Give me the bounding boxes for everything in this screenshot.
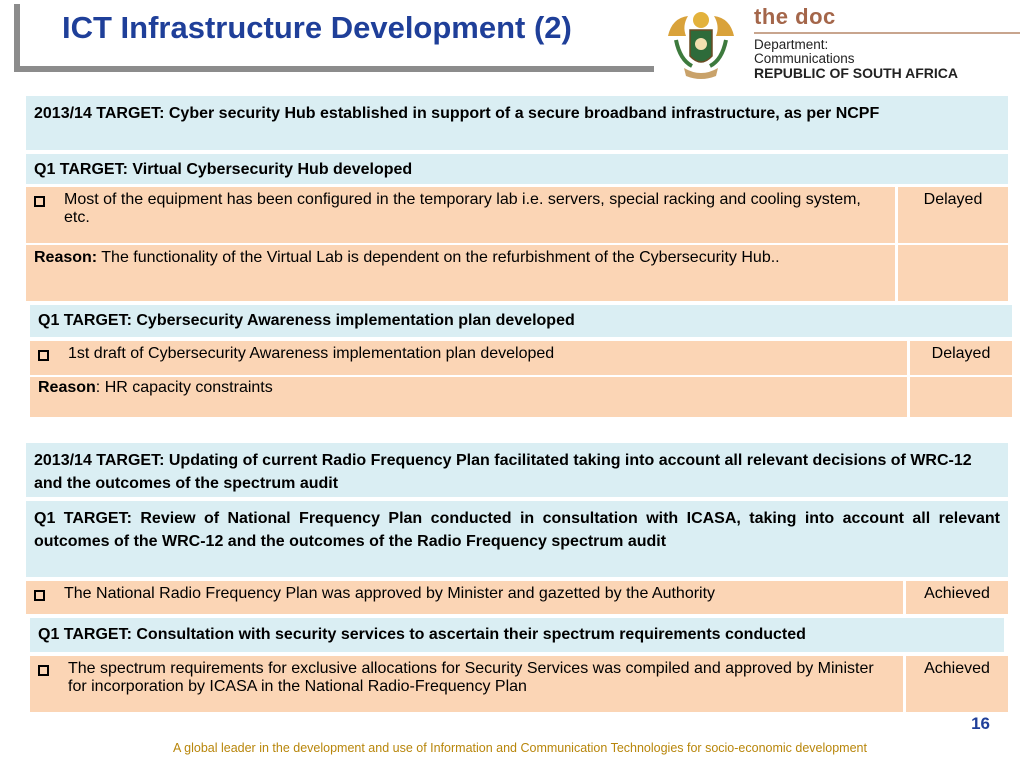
page-number: 16 xyxy=(971,714,990,733)
checkbox-bullet-icon xyxy=(38,345,68,371)
reason-text: : HR capacity constraints xyxy=(95,379,273,396)
section1-q1a-header: Q1 TARGET: Virtual Cybersecurity Hub developed xyxy=(26,154,1008,184)
brand-the: the xyxy=(754,4,789,29)
section1-q1b-status: Delayed xyxy=(910,341,1012,375)
section1-q1a-reason-row xyxy=(26,245,1008,301)
department-brand xyxy=(754,4,1022,80)
section2-q1a-row xyxy=(26,581,1008,614)
section2-q1b-status: Achieved xyxy=(906,656,1008,712)
section2-q1b-row xyxy=(30,656,1008,712)
footer-tagline: A global leader in the development and use of Information and Communication Technologies for socio-economic development xyxy=(173,741,867,755)
reason-label: Reason: xyxy=(34,249,98,266)
section1-q1a-reason-status xyxy=(898,245,1008,301)
brand-country-line: REPUBLIC OF SOUTH AFRICA xyxy=(754,65,959,81)
section2-q1b-item xyxy=(30,656,903,712)
section1-q1a-reason xyxy=(26,245,895,301)
section1-q1b-item xyxy=(30,341,907,375)
checkbox-bullet-icon xyxy=(34,585,64,610)
checkbox-bullet-icon xyxy=(38,660,68,708)
section2-target: 2013/14 TARGET: Updating of current Radio Frequency Plan facilitated taking into account all relevant decisions of WRC-12 and the outcomes of the spectrum audit xyxy=(26,443,1008,497)
brand-doc: doc xyxy=(795,4,836,29)
checkbox-bullet-icon xyxy=(34,191,64,239)
section1-q1a-item-text: Most of the equipment has been configured in the temporary lab i.e. servers, special racking and cooling system, etc. xyxy=(64,191,861,226)
brand-dept-line: Department: xyxy=(754,37,829,52)
coat-of-arms-icon xyxy=(662,6,740,84)
brand-divider xyxy=(754,32,1020,34)
section2-q1b-header: Q1 TARGET: Consultation with security services to ascertain their spectrum requirements conducted xyxy=(30,618,1004,652)
section1-target: 2013/14 TARGET: Cyber security Hub established in support of a secure broadband infrastructure, as per NCPF xyxy=(26,96,1008,150)
section2-q1a-header: Q1 TARGET: Review of National Frequency Plan conducted in consultation with ICASA, taking into account all relevant outcomes of the WRC-12 and the outcomes of the Radio Frequency spectrum audit xyxy=(26,501,1008,577)
brand-communications-line: Communications xyxy=(754,51,855,66)
section1-q1a-row xyxy=(26,187,1008,243)
section1-q1b-reason xyxy=(30,377,907,417)
section2-q1a-item-text: The National Radio Frequency Plan was approved by Minister and gazetted by the Authority xyxy=(64,585,716,602)
page-title: ICT Infrastructure Development (2) xyxy=(62,10,572,45)
section2-q1a-item xyxy=(26,581,903,614)
section1-q1b-row xyxy=(30,341,1012,375)
reason-text: The functionality of the Virtual Lab is dependent on the refurbishment of the Cybersecurity Hub.. xyxy=(97,249,780,266)
brand-wordmark xyxy=(754,4,1022,30)
section2-q1b-item-text: The spectrum requirements for exclusive allocations for Security Services was compiled and approved by Minister for incorporation by ICASA in the National Radio-Frequency Plan xyxy=(68,660,874,695)
section1-q1b-item-text: 1st draft of Cybersecurity Awareness implementation plan developed xyxy=(68,345,555,362)
section1-q1a-item xyxy=(26,187,895,243)
section1-q1b-header: Q1 TARGET: Cybersecurity Awareness implementation plan developed xyxy=(30,305,1012,337)
section1-q1a-status: Delayed xyxy=(898,187,1008,243)
section1-q1b-reason-row xyxy=(30,377,1012,417)
reason-label: Reason xyxy=(38,379,96,396)
section2-q1a-status: Achieved xyxy=(906,581,1008,614)
section1-q1b-reason-status xyxy=(910,377,1012,417)
